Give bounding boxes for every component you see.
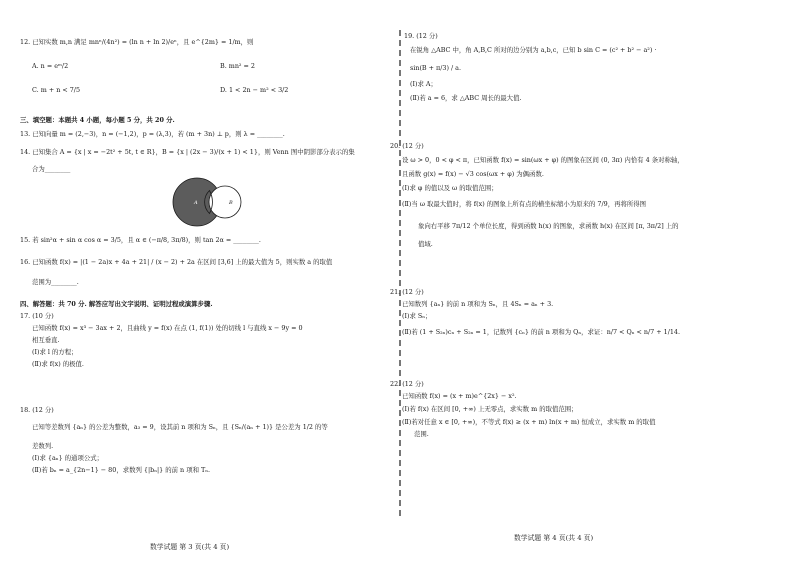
question-20-line-1: 设 ω > 0，0 < φ < π，已知函数 f(x) = sin(ωx + φ) 的图象在区间 (0, 3π) 内恰有 4 条对称轴， xyxy=(402,156,684,164)
right-page xyxy=(390,0,800,566)
question-20-part-2-line-2: 象向右平移 7π/12 个单位长度，得到函数 h(x) 的图象，求函数 h(x) 在区间 [π, 3π/2] 上的 xyxy=(418,222,679,230)
question-20-header: 20. (12 分) xyxy=(390,142,424,150)
venn-diagram xyxy=(165,176,255,230)
question-18-header: 18. (12 分) xyxy=(20,406,54,414)
question-18-part-2: (Ⅱ)若 bₙ = a_{2n−1} − 80，求数列 {|bₙ|} 的前 n 项和 Tₙ. xyxy=(32,466,211,474)
question-19-line-1: 在锐角 △ABC 中，角 A,B,C 所对的边分别为 a,b,c，已知 b sin C = (c² + b² − a²) · xyxy=(410,46,657,54)
question-17-line-2: 相互垂直. xyxy=(32,336,60,344)
question-22-line-1: 已知函数 f(x) = (x + m)e^{2x} − x². xyxy=(402,392,517,400)
question-19-part-1: (Ⅰ)求 A； xyxy=(410,80,437,88)
question-18-line-2: 差数列. xyxy=(32,442,54,450)
venn-set-b xyxy=(209,186,241,218)
venn-label-a: A xyxy=(194,200,198,206)
section-4-heading: 四、解答题：共 70 分. 解答应写出文字说明、证明过程或演算步骤. xyxy=(20,300,213,308)
question-12-option-d: D. 1 < 2n − m² < 3/2 xyxy=(220,86,289,94)
question-20-part-2-line-1: (Ⅱ)当 ω 取最大值时，将 f(x) 的图象上所有点的横坐标缩小为原来的 7/9，再将所得图 xyxy=(402,200,647,208)
question-17-line-1: 已知函数 f(x) = x³ − 3ax + 2，且曲线 y = f(x) 在点 (1, f(1)) 处的切线 l 与直线 x − 9y = 0 xyxy=(32,324,303,332)
question-21-part-1: (Ⅰ)求 Sₙ； xyxy=(402,312,432,320)
question-19-line-2: sin(B + π/3) / a. xyxy=(410,64,462,72)
question-18-part-1: (Ⅰ)求 {aₙ} 的通项公式； xyxy=(32,454,104,462)
question-12-stem: 12. 已知实数 m,n 满足 mnⁿ/(4n²) = (ln n + ln 2)/eⁿ，且 e^{2m} = 1/m，则 xyxy=(20,38,254,46)
question-21-line-1: 已知数列 {aₙ} 的前 n 项和为 Sₙ，且 4Sₙ = aₙ + 3. xyxy=(402,300,554,308)
question-16-line-1: 16. 已知函数 f(x) = |(1 − 2a)x + 4a + 21| / (x − 2) + 2a 在区间 [3,6] 上的最大值为 5，则实数 a 的取值 xyxy=(20,258,333,266)
left-page-footer: 数学试题 第 3 页(共 4 页) xyxy=(150,543,230,551)
question-18-line-1: 已知等差数列 {aₙ} 的公差为整数，a₃ = 9，设其前 n 项和为 Sₙ，且 {Sₙ/(aₙ + 1)} 是公差为 1/2 的等 xyxy=(32,423,328,431)
question-20-part-2-line-3: 值域. xyxy=(418,240,433,248)
question-17-header: 17. (10 分) xyxy=(20,312,54,320)
question-12-option-a: A. n = eᵐ/2 xyxy=(32,62,69,70)
question-22-part-2-line-2: 范围. xyxy=(414,430,429,438)
question-21-part-2: (Ⅱ)若 (1 + S₂ₙ)cₙ + S₂ₙ = 1，记数列 {cₙ} 的前 n 项和为 Qₙ，求证：n/7 < Qₙ < n/7 + 1/14. xyxy=(402,328,681,336)
question-19-header: 19. (12 分) xyxy=(404,32,438,40)
question-14-line-1: 14. 已知集合 A = {x | x = −2t² + 5t, t ∈ R}，B = {x | (2x − 3)/(x + 1) < 1}，则 Venn 图中阴影部分表示的集 xyxy=(20,148,355,156)
left-page xyxy=(0,0,396,566)
question-13: 13. 已知向量 m = (2,−3)，n = (−1,2)，p = (λ,3)，若 (m + 3n) ⊥ p，则 λ = ________. xyxy=(20,130,285,138)
question-12-option-c: C. m + n < 7/5 xyxy=(32,86,81,94)
venn-label-b: B xyxy=(229,200,233,206)
question-15: 15. 若 sin²α + sin α cos α = 3/5，且 α ∈ (−π/8, 3π/8)，则 tan 2α = ________. xyxy=(20,236,261,244)
question-14-line-2: 合为________ xyxy=(32,165,71,173)
binding-margin-marks xyxy=(398,30,402,520)
question-22-header: 22. (12 分) xyxy=(390,380,424,388)
question-17-part-2: (Ⅱ)求 f(x) 的极值. xyxy=(32,360,84,368)
question-17-part-1: (Ⅰ)求 l 的方程； xyxy=(32,348,78,356)
question-20-line-2: 且函数 g(x) = f(x) − √3 cos(ωx + φ) 为偶函数. xyxy=(402,170,544,178)
question-22-part-1: (Ⅰ)若 f(x) 在区间 [0, +∞) 上无零点，求实数 m 的取值范围； xyxy=(402,405,578,413)
section-3-heading: 三、填空题：本题共 4 小题，每小题 5 分，共 20 分. xyxy=(20,116,175,124)
question-12-option-b: B. mn² = 2 xyxy=(220,62,255,70)
right-page-footer: 数学试题 第 4 页(共 4 页) xyxy=(514,534,594,542)
question-16-line-2: 范围为________. xyxy=(32,278,79,286)
question-22-part-2-line-1: (Ⅱ)若对任意 x ∈ [0, +∞)，不等式 f(x) ≥ (x + m) ln(x + m) 恒成立，求实数 m 的取值 xyxy=(402,418,656,426)
question-19-part-2: (Ⅱ)若 a = 6，求 △ABC 周长的最大值. xyxy=(410,94,522,102)
question-20-part-1: (Ⅰ)求 φ 的值以及 ω 的取值范围； xyxy=(402,184,498,192)
question-21-header: 21. (12 分) xyxy=(390,288,424,296)
